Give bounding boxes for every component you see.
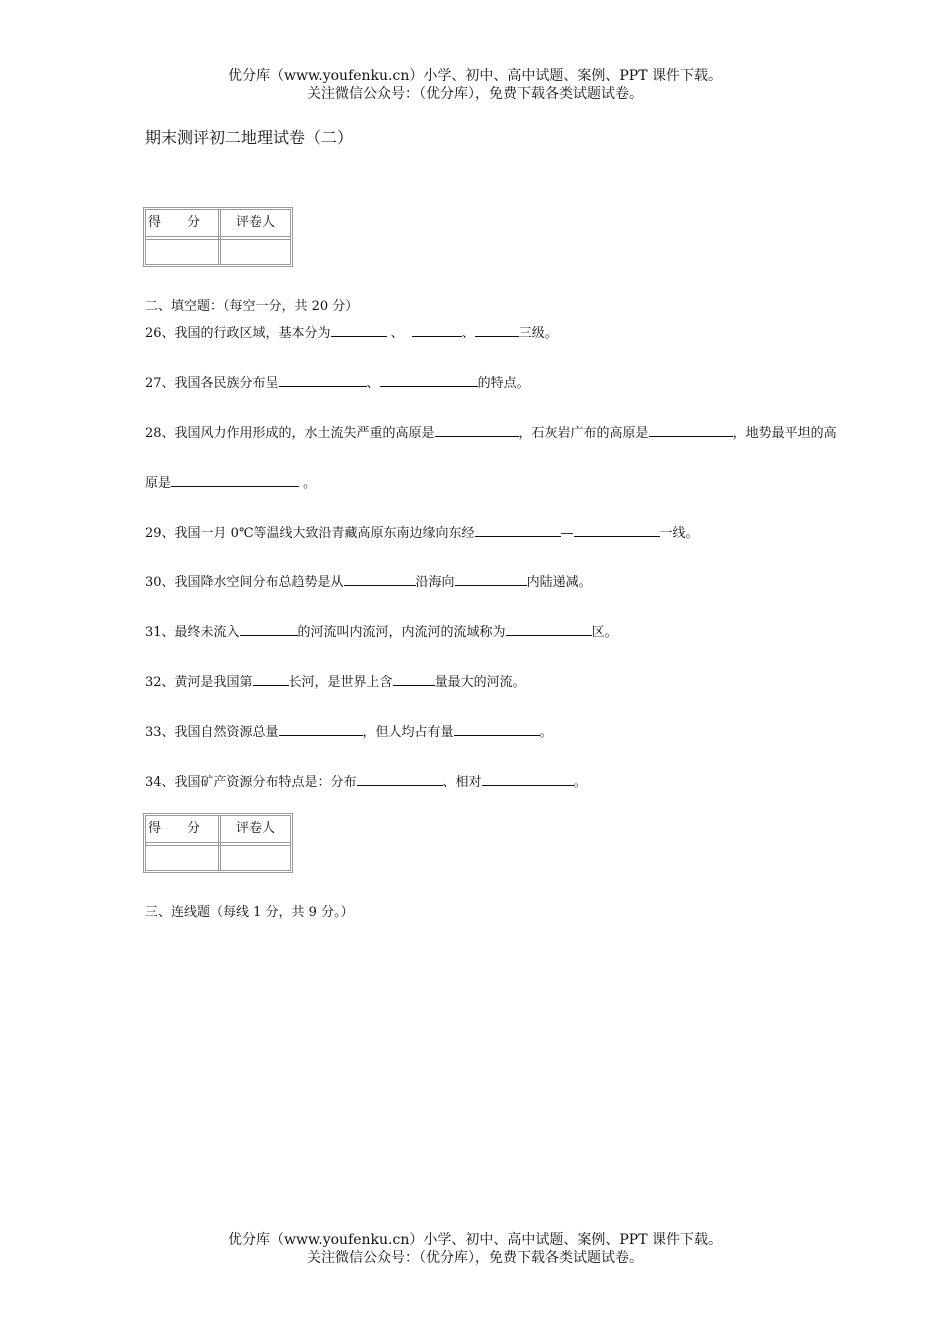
answer-blank[interactable] bbox=[331, 324, 387, 337]
question-text: — bbox=[560, 526, 574, 541]
answer-blank[interactable] bbox=[574, 524, 660, 537]
question-28 bbox=[145, 424, 837, 442]
header-line-1: 优分库（www.youfenku.cn）小学、初中、高中试题、案例、PPT 课件下载。 bbox=[227, 68, 722, 84]
answer-blank[interactable] bbox=[435, 424, 519, 437]
question-27 bbox=[145, 374, 530, 392]
footer-line-1: 优分库（www.youfenku.cn）小学、初中、高中试题、案例、PPT 课件下载。 bbox=[227, 1232, 722, 1248]
answer-blank[interactable] bbox=[455, 573, 527, 586]
score-box bbox=[143, 207, 293, 267]
question-text: 、 bbox=[386, 326, 404, 341]
answer-blank[interactable] bbox=[279, 374, 367, 387]
question-text: 原是 bbox=[145, 476, 172, 491]
question-text: 28、我国风力作用形成的，水土流失严重的高原是 bbox=[145, 426, 435, 441]
footer-line-2: 关注微信公众号：（优分库），免费下载各类试题试卷。 bbox=[307, 1250, 643, 1266]
answer-blank[interactable] bbox=[253, 673, 289, 686]
question-text: 。 bbox=[299, 476, 317, 491]
question-text: 的特点。 bbox=[477, 376, 530, 391]
question-text: 27、我国各民族分布呈 bbox=[145, 376, 279, 391]
question-text: ，石灰岩广布的高原是 bbox=[518, 426, 649, 441]
question-text: ，但人均占有量 bbox=[362, 725, 454, 740]
question-text: 内陆递减。 bbox=[526, 575, 592, 590]
answer-blank[interactable] bbox=[506, 623, 592, 636]
question-33 bbox=[145, 723, 553, 741]
answer-blank[interactable] bbox=[240, 623, 298, 636]
question-text: 。 bbox=[539, 725, 553, 740]
answer-blank[interactable] bbox=[482, 773, 574, 786]
question-text: 26、我国的行政区域，基本分为 bbox=[145, 326, 331, 341]
answer-blank[interactable] bbox=[344, 573, 416, 586]
question-text: 31、最终未流入 bbox=[145, 625, 240, 640]
question-text: 的河流叫内流河，内流河的流域称为 bbox=[297, 625, 506, 640]
score-box-divider bbox=[146, 236, 290, 240]
answer-blank[interactable] bbox=[171, 474, 299, 487]
question-text: 。 bbox=[573, 775, 587, 790]
question-32 bbox=[145, 673, 526, 691]
question-34 bbox=[145, 773, 587, 791]
answer-blank[interactable] bbox=[649, 424, 733, 437]
header-line-2: 关注微信公众号：（优分库），免费下载各类试题试卷。 bbox=[307, 86, 643, 102]
answer-blank[interactable] bbox=[454, 723, 540, 736]
question-text: 、相对 bbox=[442, 775, 482, 790]
section-heading-matching: 三、连线题（每线 1 分，共 9 分。） bbox=[145, 905, 354, 920]
question-text: 长河，是世界上含 bbox=[288, 675, 393, 690]
question-text: 区。 bbox=[591, 625, 618, 640]
question-text: 30、我国降水空间分布总趋势是从 bbox=[145, 575, 344, 590]
answer-blank[interactable] bbox=[380, 374, 478, 387]
reviewer-label: 评卷人 bbox=[236, 215, 276, 230]
question-text: 32、黄河是我国第 bbox=[145, 675, 253, 690]
question-text: 三级。 bbox=[518, 326, 558, 341]
page-title: 期末测评初二地理试卷（二） bbox=[145, 128, 354, 147]
question-text: 34、我国矿产资源分布特点是：分布 bbox=[145, 775, 357, 790]
question-28-continued bbox=[145, 474, 316, 492]
question-text: ，地势最平坦的高 bbox=[732, 426, 837, 441]
question-text: 、 bbox=[461, 326, 475, 341]
question-text: 33、我国自然资源总量 bbox=[145, 725, 279, 740]
question-text: 量最大的河流。 bbox=[434, 675, 526, 690]
question-26 bbox=[145, 324, 558, 342]
answer-blank[interactable] bbox=[475, 324, 519, 337]
score-label: 得 分 bbox=[148, 821, 201, 836]
question-text: 29、我国一月 0℃等温线大致沿青藏高原东南边缘向东经 bbox=[145, 526, 475, 541]
score-box bbox=[143, 813, 293, 873]
question-29 bbox=[145, 524, 699, 542]
answer-blank[interactable] bbox=[279, 723, 363, 736]
reviewer-label: 评卷人 bbox=[236, 821, 276, 836]
answer-blank[interactable] bbox=[393, 673, 435, 686]
answer-blank[interactable] bbox=[357, 773, 443, 786]
question-31 bbox=[145, 623, 618, 641]
question-30 bbox=[145, 573, 592, 591]
section-heading-fill-in: 二、填空题：（每空一分，共 20 分） bbox=[145, 299, 359, 314]
answer-blank[interactable] bbox=[412, 324, 462, 337]
question-text: 、 bbox=[366, 376, 380, 391]
answer-blank[interactable] bbox=[475, 524, 561, 537]
question-text: 一线。 bbox=[659, 526, 699, 541]
question-text: 沿海向 bbox=[415, 575, 455, 590]
score-box-divider bbox=[146, 842, 290, 846]
score-label: 得 分 bbox=[148, 215, 201, 230]
